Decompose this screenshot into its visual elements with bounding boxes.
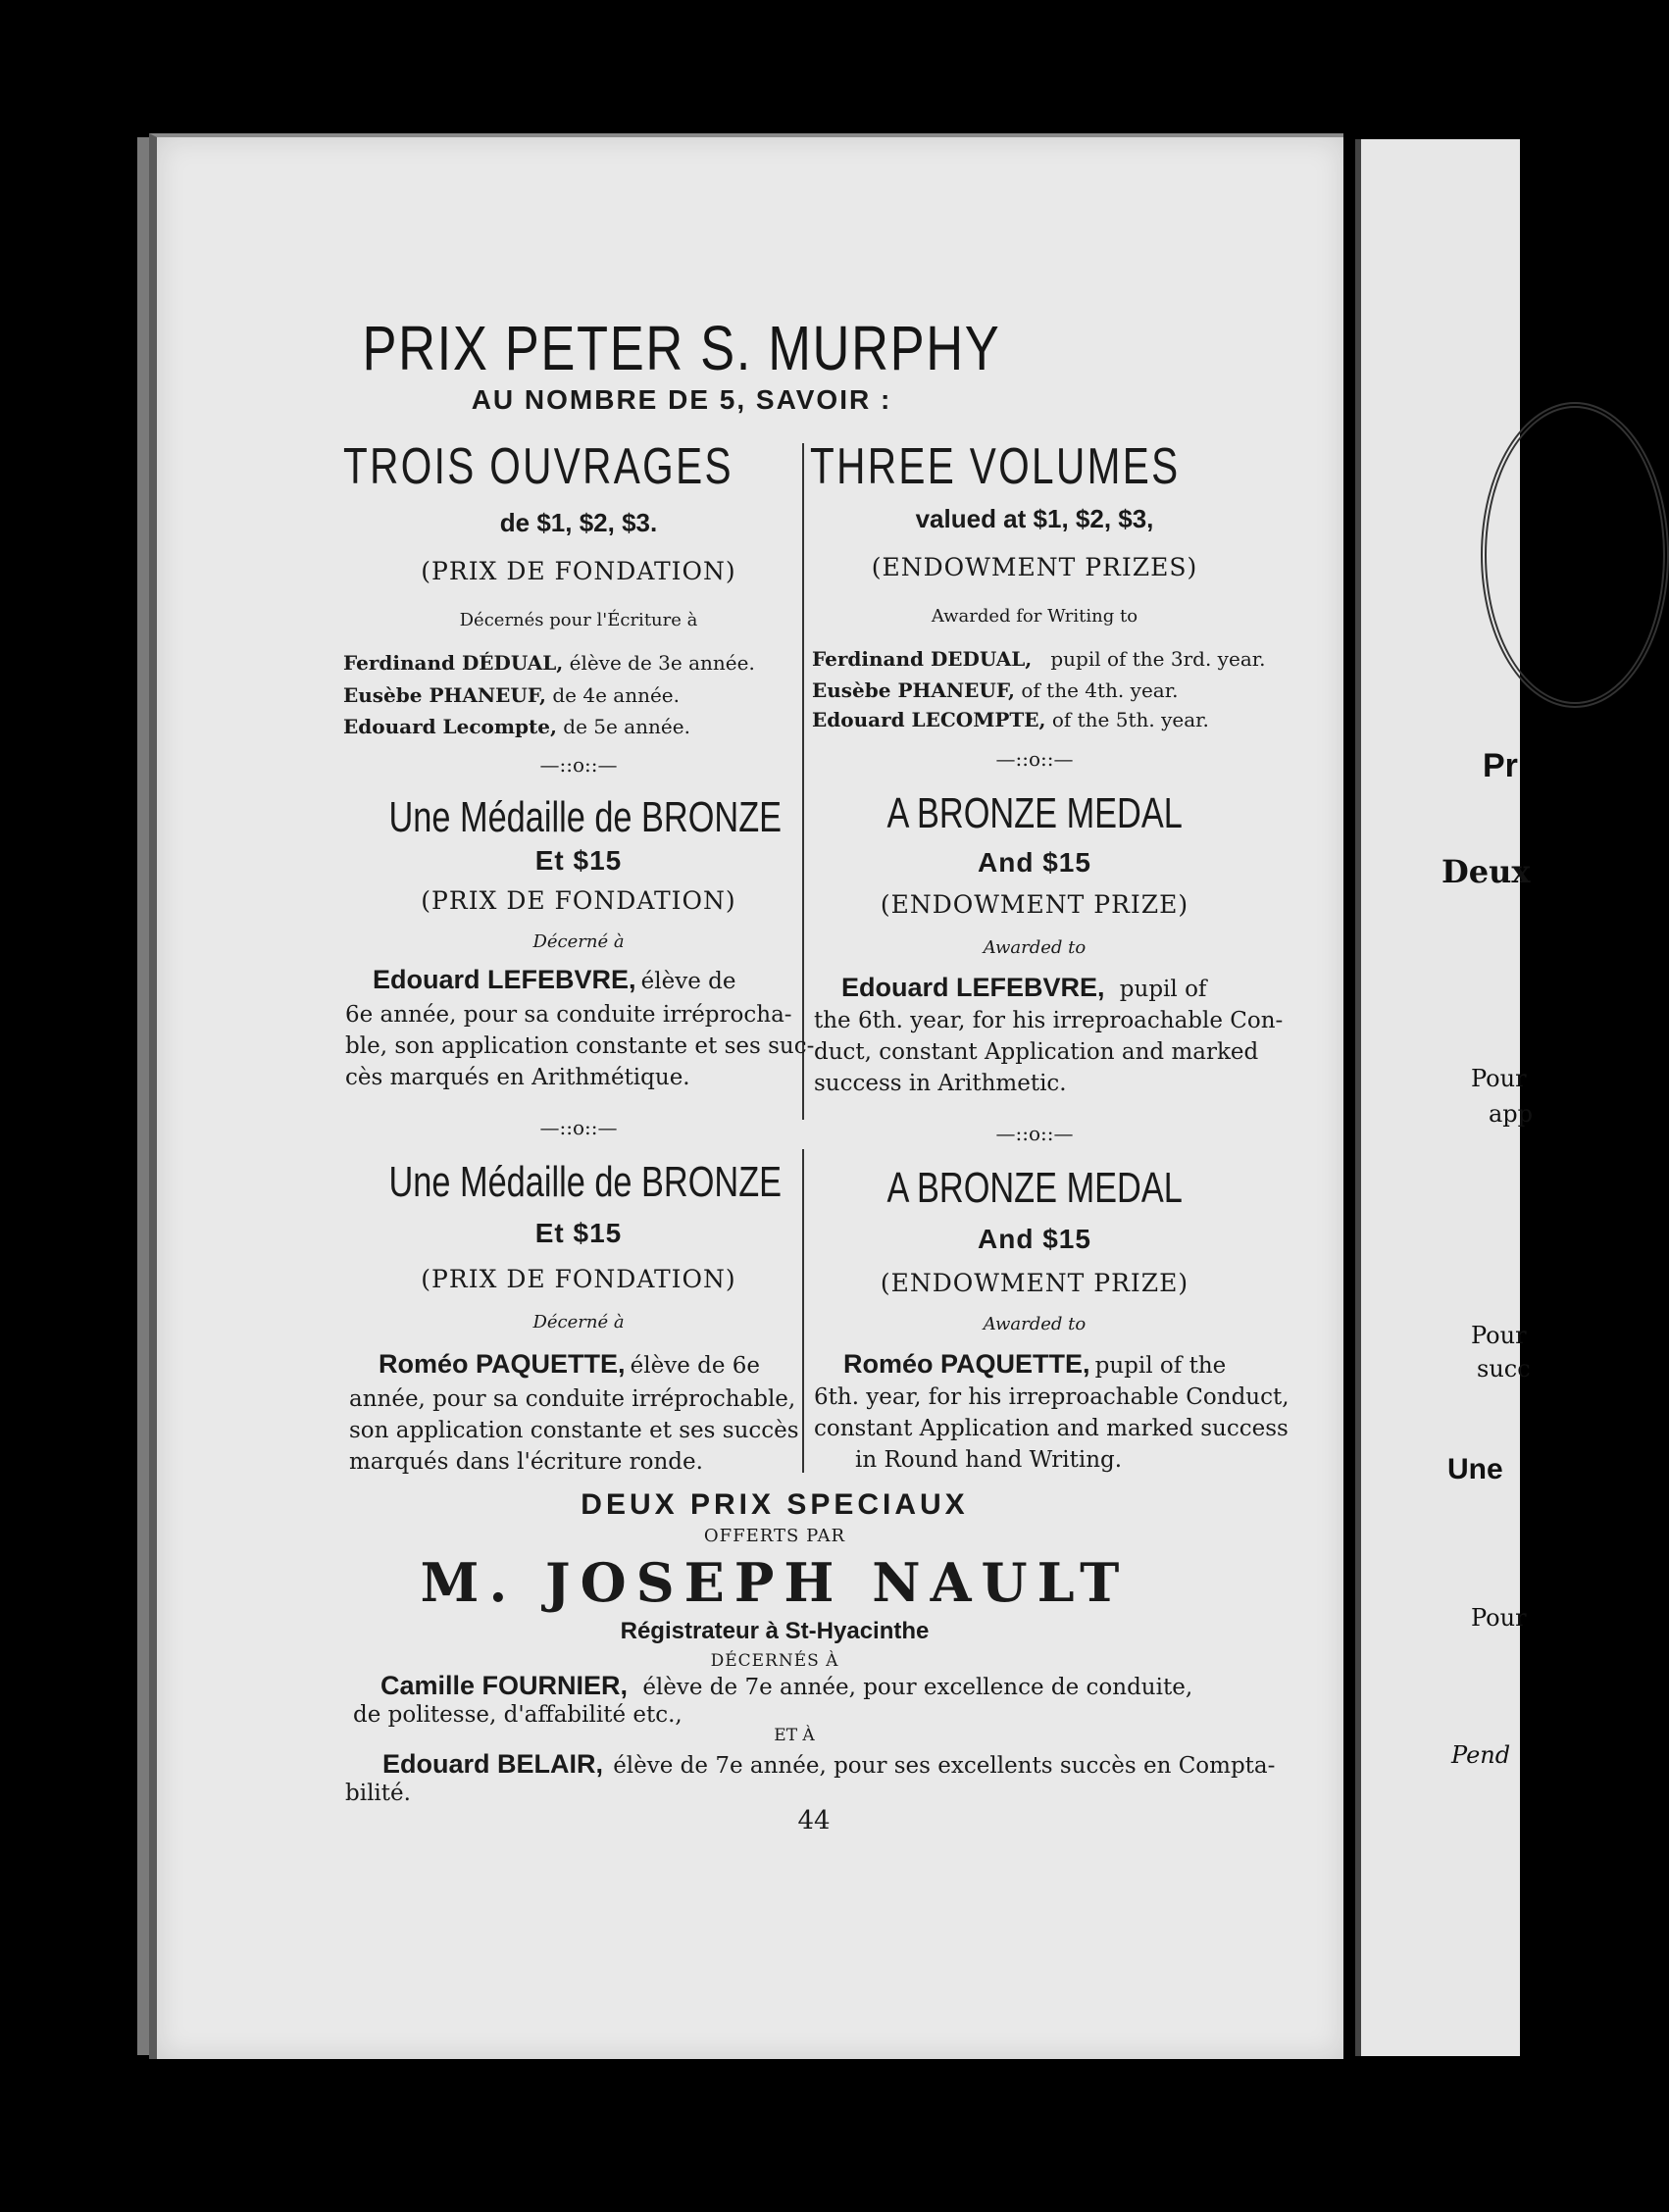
english-heading: THREE VOLUMES	[810, 438, 1181, 495]
french-winner: Ferdinand DÉDUAL, élève de 3e année.	[343, 651, 755, 675]
english-fund: (ENDOWMENT PRIZES)	[871, 553, 1198, 581]
english-medal1-recipient: Edouard LEFEBVRE, pupil of	[841, 973, 1207, 1002]
special-awarded: DÉCERNÉS À	[710, 1651, 839, 1671]
french-medal1-recipient: Edouard LEFEBVRE, élève de	[373, 965, 736, 994]
special-recipient-2: Edouard BELAIR, élève de 7e année, pour ses excellents succès en Compta-	[382, 1749, 1276, 1779]
french-medal2-text: son application constante et ses succès	[349, 1418, 799, 1443]
adjacent-text: Une	[1447, 1453, 1503, 1485]
page-number: 44	[797, 1806, 831, 1835]
french-winner: Eusèbe PHANEUF, de 4e année.	[343, 683, 681, 707]
page-title: PRIX PETER S. MURPHY	[362, 313, 1001, 383]
special-recipient-2-text: bilité.	[345, 1781, 411, 1806]
english-medal1-text: duct, constant Application and marked	[814, 1039, 1259, 1065]
french-value: de $1, $2, $3.	[499, 508, 658, 537]
adjacent-text: succ	[1477, 1355, 1531, 1382]
french-medal2-recipient: Roméo PAQUETTE, élève de 6e	[379, 1349, 761, 1379]
french-medal2-amount: Et $15	[534, 1218, 623, 1248]
separator: —::o::—	[539, 753, 618, 777]
adjacent-text: Pour	[1471, 1065, 1527, 1092]
french-medal2-awarded: Décerné à	[532, 1312, 625, 1332]
english-medal2-text: constant Application and marked success	[814, 1416, 1289, 1441]
separator: —::o::—	[995, 747, 1074, 771]
english-awarded-for: Awarded for Writing to	[931, 606, 1138, 627]
french-heading: TROIS OUVRAGES	[343, 438, 733, 495]
donor-name: M. JOSEPH NAULT	[420, 1551, 1130, 1614]
french-medal1-amount: Et $15	[534, 845, 623, 876]
separator: —::o::—	[539, 1116, 618, 1139]
french-fund: (PRIX DE FONDATION)	[421, 557, 736, 585]
page-subtitle: AU NOMBRE DE 5, SAVOIR :	[471, 384, 892, 415]
french-medal2-text: marqués dans l'écriture ronde.	[349, 1449, 703, 1475]
english-winner: Eusèbe PHANEUF, of the 4th. year.	[812, 679, 1179, 702]
french-awarded-for: Décernés pour l'Écriture à	[459, 610, 698, 630]
english-medal1-amount: And $15	[978, 847, 1091, 878]
english-medal1-awarded: Awarded to	[983, 937, 1087, 958]
special-heading: DEUX PRIX SPECIAUX	[581, 1488, 969, 1521]
adjacent-text: Pour	[1471, 1604, 1527, 1632]
english-medal1-title: A BRONZE MEDAL	[886, 789, 1183, 837]
english-medal2-title: A BRONZE MEDAL	[886, 1164, 1183, 1212]
english-value: valued at $1, $2, $3,	[915, 504, 1154, 533]
french-medal2-fund: (PRIX DE FONDATION)	[421, 1265, 736, 1293]
french-medal1-text: 6e année, pour sa conduite irréprocha-	[345, 1002, 792, 1028]
english-medal2-fund: (ENDOWMENT PRIZE)	[880, 1269, 1189, 1297]
english-medal2-text: 6th. year, for his irreproachable Conduct,	[814, 1384, 1290, 1410]
special-offered: OFFERTS PAR	[703, 1526, 846, 1546]
adjacent-text: Deux	[1441, 853, 1531, 890]
english-medal2-text: in Round hand Writing.	[855, 1447, 1123, 1473]
special-and: ET À	[774, 1726, 815, 1745]
column-divider-top	[802, 443, 804, 1120]
separator: —::o::—	[995, 1122, 1074, 1145]
french-medal2-text: année, pour sa conduite irréprochable,	[349, 1386, 796, 1412]
adjacent-text: Pour	[1471, 1322, 1527, 1349]
special-recipient-1: Camille FOURNIER, élève de 7e année, pour excellence de conduite,	[380, 1671, 1193, 1700]
adjacent-text: app	[1489, 1100, 1534, 1128]
adjacent-text: Pend	[1451, 1741, 1511, 1769]
french-medal2-title: Une Médaille de BRONZE	[388, 1158, 783, 1206]
french-medal1-fund: (PRIX DE FONDATION)	[421, 886, 736, 915]
english-medal2-awarded: Awarded to	[983, 1314, 1087, 1334]
english-medal2-amount: And $15	[978, 1224, 1091, 1254]
french-winner: Edouard Lecompte, de 5e année.	[343, 715, 690, 738]
english-medal2-recipient: Roméo PAQUETTE, pupil of the	[843, 1349, 1227, 1379]
special-recipient-1-text: de politesse, d'affabilité etc.,	[353, 1702, 683, 1728]
english-medal1-text: the 6th. year, for his irreproachable Con-	[814, 1008, 1284, 1033]
seal-stamp	[1481, 402, 1669, 708]
french-medal1-title: Une Médaille de BRONZE	[388, 793, 783, 841]
column-divider-bottom	[802, 1149, 804, 1473]
french-medal1-awarded: Décerné à	[532, 931, 625, 952]
english-winner: Edouard LECOMPTE, of the 5th. year.	[812, 708, 1209, 731]
french-medal1-text: cès marqués en Arithmétique.	[345, 1065, 690, 1090]
french-medal1-text: ble, son application constante et ses suc-	[345, 1033, 815, 1059]
english-winner: Ferdinand DEDUAL, pupil of the 3rd. year.	[812, 647, 1266, 671]
adjacent-text: Pr	[1483, 747, 1518, 784]
english-medal1-fund: (ENDOWMENT PRIZE)	[880, 890, 1189, 919]
donor-title: Régistrateur à St-Hyacinthe	[620, 1618, 930, 1644]
adjacent-page	[1355, 139, 1534, 2056]
english-medal1-text: success in Arithmetic.	[814, 1071, 1067, 1096]
